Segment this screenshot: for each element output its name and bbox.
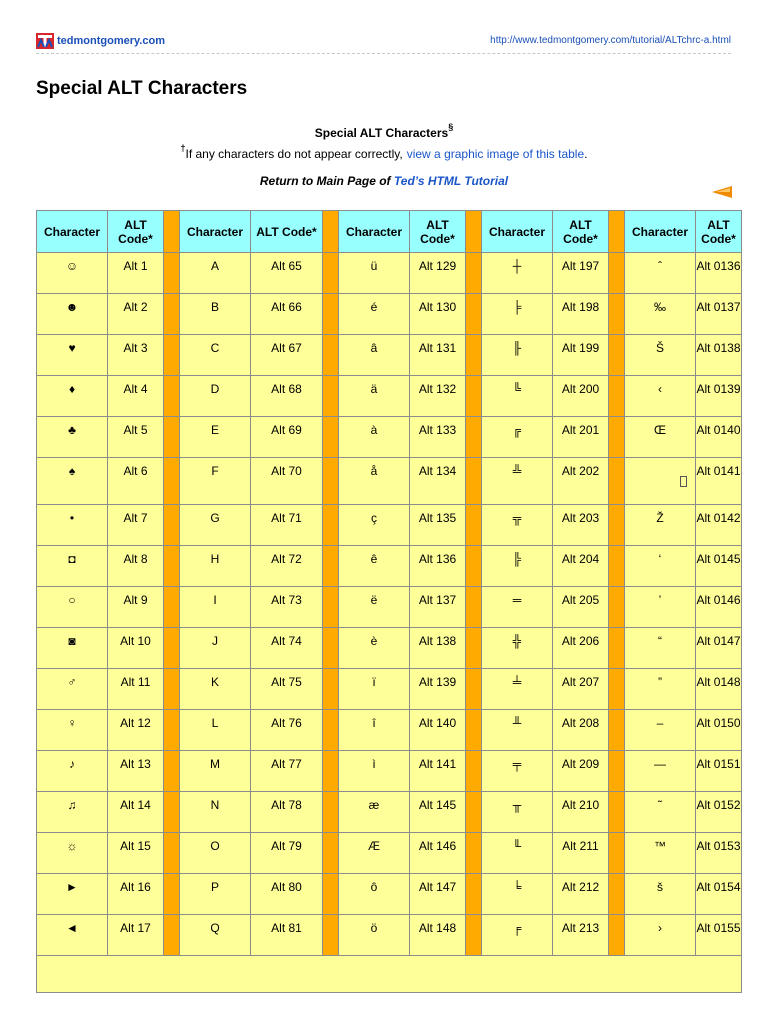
column-separator [323, 751, 339, 792]
character-cell: ☺ [37, 253, 108, 294]
table-row [37, 628, 742, 669]
character-cell: ♂ [37, 669, 108, 710]
character-cell: M [180, 751, 251, 792]
column-separator [323, 335, 339, 376]
alt-code-cell: Alt 208 [553, 710, 609, 751]
alt-code-cell: Alt 204 [553, 546, 609, 587]
column-separator [609, 458, 625, 505]
section-mark: § [448, 122, 454, 132]
character-cell: ä [339, 376, 410, 417]
table-row [37, 335, 742, 376]
character-cell: • [37, 505, 108, 546]
alt-code-cell: Alt 74 [251, 628, 323, 669]
column-separator [164, 417, 180, 458]
alt-code-cell: Alt 81 [251, 915, 323, 956]
column-separator [466, 751, 482, 792]
column-separator [466, 294, 482, 335]
character-cell: ë [339, 587, 410, 628]
alt-code-cell: Alt 213 [553, 915, 609, 956]
header-divider [36, 53, 731, 54]
column-separator [466, 710, 482, 751]
column-header-alt-code: ALT Code* [553, 211, 609, 253]
alt-code-cell: Alt 209 [553, 751, 609, 792]
alt-code-cell: Alt 206 [553, 628, 609, 669]
character-cell: ♥ [37, 335, 108, 376]
alt-code-cell: Alt 67 [251, 335, 323, 376]
alt-code-cell: Alt 4 [108, 376, 164, 417]
character-cell: ô [339, 874, 410, 915]
character-cell: à [339, 417, 410, 458]
character-cell: ╬ [482, 628, 553, 669]
character-cell: ’ [625, 587, 696, 628]
character-cell: ╨ [482, 710, 553, 751]
table-caption-text: Special ALT Characters [314, 126, 449, 140]
column-separator [466, 458, 482, 505]
dagger-mark: † [180, 143, 186, 153]
alt-code-cell: Alt 203 [553, 505, 609, 546]
alt-code-cell: Alt 0152 [696, 792, 742, 833]
alt-code-cell: Alt 137 [410, 587, 466, 628]
character-cell: ◄ [37, 915, 108, 956]
character-cell: Q [180, 915, 251, 956]
alt-code-cell: Alt 0141 [696, 458, 742, 505]
table-row [37, 587, 742, 628]
column-separator [466, 505, 482, 546]
alt-code-cell: Alt 6 [108, 458, 164, 505]
column-separator [323, 376, 339, 417]
table-row [37, 669, 742, 710]
alt-code-cell: Alt 77 [251, 751, 323, 792]
alt-code-cell: Alt 201 [553, 417, 609, 458]
alt-code-cell: Alt 68 [251, 376, 323, 417]
alt-code-cell: Alt 0147 [696, 628, 742, 669]
character-cell: ” [625, 669, 696, 710]
graphic-image-link[interactable]: view a graphic image of this table [406, 147, 585, 161]
character-cell: ♪ [37, 751, 108, 792]
column-header-alt-code: ALT Code* [251, 211, 323, 253]
character-cell: ╤ [482, 751, 553, 792]
character-cell: D [180, 376, 251, 417]
character-cell: ╠ [482, 546, 553, 587]
column-separator [609, 211, 625, 253]
character-cell: ┼ [482, 253, 553, 294]
table-row [37, 792, 742, 833]
column-separator [466, 874, 482, 915]
character-cell: E [180, 417, 251, 458]
alt-code-cell: Alt 80 [251, 874, 323, 915]
column-separator [466, 587, 482, 628]
column-separator [323, 253, 339, 294]
character-cell: “ [625, 628, 696, 669]
column-separator [609, 874, 625, 915]
alt-code-cell: Alt 70 [251, 458, 323, 505]
alt-code-cell: Alt 207 [553, 669, 609, 710]
column-separator [164, 335, 180, 376]
character-cell: ™ [625, 833, 696, 874]
alt-code-cell: Alt 146 [410, 833, 466, 874]
character-cell: – [625, 710, 696, 751]
alt-code-cell: Alt 131 [410, 335, 466, 376]
alt-code-cell: Alt 210 [553, 792, 609, 833]
back-arrow-icon[interactable] [712, 186, 732, 198]
column-separator [323, 458, 339, 505]
character-cell: › [625, 915, 696, 956]
column-header-character: Character [482, 211, 553, 253]
column-separator [164, 915, 180, 956]
character-cell: ì [339, 751, 410, 792]
character-cell: ♦ [37, 376, 108, 417]
alt-code-cell: Alt 1 [108, 253, 164, 294]
alt-code-cell: Alt 72 [251, 546, 323, 587]
column-separator [609, 710, 625, 751]
character-cell: ╔ [482, 417, 553, 458]
table-row [37, 505, 742, 546]
alt-code-cell: Alt 130 [410, 294, 466, 335]
table-row [37, 874, 742, 915]
column-separator [323, 628, 339, 669]
character-cell: ‰ [625, 294, 696, 335]
alt-code-cell: Alt 73 [251, 587, 323, 628]
character-cell: C [180, 335, 251, 376]
alt-code-cell: Alt 76 [251, 710, 323, 751]
column-separator [609, 376, 625, 417]
column-header-alt-code: ALT Code* [410, 211, 466, 253]
column-separator [609, 294, 625, 335]
alt-code-cell: Alt 147 [410, 874, 466, 915]
character-cell: ‘ [625, 546, 696, 587]
table-row [37, 546, 742, 587]
alt-code-cell: Alt 14 [108, 792, 164, 833]
table-filler-row [37, 956, 742, 993]
column-separator [466, 253, 482, 294]
column-separator [609, 335, 625, 376]
table-row [37, 833, 742, 874]
alt-code-cell: Alt 0140 [696, 417, 742, 458]
alt-code-cell: Alt 78 [251, 792, 323, 833]
column-separator [164, 751, 180, 792]
alt-code-cell: Alt 148 [410, 915, 466, 956]
character-cell: H [180, 546, 251, 587]
column-header-character: Character [180, 211, 251, 253]
character-cell: ♣ [37, 417, 108, 458]
table-caption [0, 124, 768, 140]
character-cell: ╒ [482, 915, 553, 956]
alt-code-cell: Alt 2 [108, 294, 164, 335]
column-separator [323, 505, 339, 546]
column-separator [323, 417, 339, 458]
table-filler-cell [37, 956, 742, 993]
alt-code-cell: Alt 15 [108, 833, 164, 874]
character-cell: Æ [339, 833, 410, 874]
character-cell: ü [339, 253, 410, 294]
column-header-character: Character [625, 211, 696, 253]
column-separator [466, 833, 482, 874]
alt-code-cell: Alt 205 [553, 587, 609, 628]
character-cell: ♠ [37, 458, 108, 505]
alt-code-cell: Alt 197 [553, 253, 609, 294]
alt-code-cell: Alt 129 [410, 253, 466, 294]
column-header-alt-code: ALT Code* [696, 211, 742, 253]
character-cell: ☼ [37, 833, 108, 874]
character-cell: P [180, 874, 251, 915]
alt-code-cell: Alt 65 [251, 253, 323, 294]
alt-code-cell: Alt 134 [410, 458, 466, 505]
character-cell: ╘ [482, 874, 553, 915]
column-separator [609, 546, 625, 587]
alt-code-cell: Alt 132 [410, 376, 466, 417]
alt-code-cell: Alt 202 [553, 458, 609, 505]
character-cell: A [180, 253, 251, 294]
column-separator [164, 587, 180, 628]
column-separator [164, 792, 180, 833]
character-cell [625, 458, 696, 505]
alt-code-cell: Alt 212 [553, 874, 609, 915]
character-cell: é [339, 294, 410, 335]
alt-code-cell: Alt 17 [108, 915, 164, 956]
column-separator [466, 792, 482, 833]
column-separator [164, 294, 180, 335]
alt-characters-table [36, 210, 742, 993]
character-cell: K [180, 669, 251, 710]
column-separator [609, 505, 625, 546]
table-row [37, 458, 742, 505]
column-separator [609, 417, 625, 458]
character-cell: ╧ [482, 669, 553, 710]
alt-code-cell: Alt 139 [410, 669, 466, 710]
alt-code-cell: Alt 198 [553, 294, 609, 335]
character-cell: ç [339, 505, 410, 546]
column-separator [466, 211, 482, 253]
alt-code-cell: Alt 0153 [696, 833, 742, 874]
column-separator [466, 628, 482, 669]
alt-code-cell: Alt 199 [553, 335, 609, 376]
alt-code-cell: Alt 145 [410, 792, 466, 833]
return-prefix: Return to Main Page of [259, 174, 394, 188]
character-cell: ê [339, 546, 410, 587]
column-separator [609, 833, 625, 874]
character-cell: ╟ [482, 335, 553, 376]
character-cell: Ž [625, 505, 696, 546]
alt-code-cell: Alt 7 [108, 505, 164, 546]
character-cell: ╞ [482, 294, 553, 335]
return-line [0, 174, 768, 188]
character-cell: Œ [625, 417, 696, 458]
display-note [0, 145, 768, 161]
missing-glyph-icon [680, 476, 687, 487]
column-header-character: Character [339, 211, 410, 253]
character-cell: B [180, 294, 251, 335]
character-cell: ◘ [37, 546, 108, 587]
column-separator [466, 417, 482, 458]
alt-code-cell: Alt 79 [251, 833, 323, 874]
character-cell: Š [625, 335, 696, 376]
alt-code-cell: Alt 9 [108, 587, 164, 628]
alt-code-cell: Alt 0145 [696, 546, 742, 587]
alt-code-cell: Alt 0155 [696, 915, 742, 956]
character-cell: L [180, 710, 251, 751]
character-cell: ► [37, 874, 108, 915]
character-cell: ï [339, 669, 410, 710]
alt-code-cell: Alt 0136 [696, 253, 742, 294]
alt-code-cell: Alt 0154 [696, 874, 742, 915]
column-separator [164, 669, 180, 710]
alt-code-cell: Alt 5 [108, 417, 164, 458]
alt-code-cell: Alt 0137 [696, 294, 742, 335]
column-separator [323, 669, 339, 710]
column-separator [466, 376, 482, 417]
character-cell: ♀ [37, 710, 108, 751]
table-row [37, 253, 742, 294]
character-cell: æ [339, 792, 410, 833]
site-header [36, 33, 731, 53]
column-separator [466, 335, 482, 376]
column-separator [323, 546, 339, 587]
character-cell: ╩ [482, 458, 553, 505]
column-separator [164, 710, 180, 751]
column-separator [164, 546, 180, 587]
alt-code-cell: Alt 133 [410, 417, 466, 458]
character-cell: š [625, 874, 696, 915]
column-separator [609, 628, 625, 669]
column-separator [323, 915, 339, 956]
site-name-link[interactable]: tedmontgomery.com [57, 35, 165, 47]
alt-code-cell: Alt 69 [251, 417, 323, 458]
column-separator [323, 294, 339, 335]
character-cell: â [339, 335, 410, 376]
alt-code-cell: Alt 200 [553, 376, 609, 417]
character-cell: ╥ [482, 792, 553, 833]
table-header-row [37, 211, 742, 253]
table-row [37, 376, 742, 417]
alt-code-cell: Alt 0150 [696, 710, 742, 751]
column-separator [609, 751, 625, 792]
character-cell: ☻ [37, 294, 108, 335]
character-cell: I [180, 587, 251, 628]
column-separator [164, 833, 180, 874]
character-cell: ♫ [37, 792, 108, 833]
alt-code-cell: Alt 13 [108, 751, 164, 792]
column-separator [164, 253, 180, 294]
character-cell: N [180, 792, 251, 833]
display-note-text: If any characters do not appear correctly, [185, 147, 403, 161]
column-separator [323, 587, 339, 628]
column-separator [323, 874, 339, 915]
page-url-link[interactable]: http://www.tedmontgomery.com/tutorial/ALTchrc-a.html [490, 35, 731, 46]
character-cell: ◙ [37, 628, 108, 669]
alt-code-cell: Alt 10 [108, 628, 164, 669]
character-cell: ╦ [482, 505, 553, 546]
column-separator [609, 915, 625, 956]
table-row [37, 751, 742, 792]
column-separator [164, 505, 180, 546]
column-separator [466, 915, 482, 956]
column-separator [466, 546, 482, 587]
column-separator [323, 833, 339, 874]
table-row [37, 294, 742, 335]
alt-code-cell: Alt 138 [410, 628, 466, 669]
column-separator [466, 669, 482, 710]
column-separator [323, 792, 339, 833]
character-cell: ˆ [625, 253, 696, 294]
alt-code-cell: Alt 135 [410, 505, 466, 546]
alt-code-cell: Alt 71 [251, 505, 323, 546]
alt-code-cell: Alt 136 [410, 546, 466, 587]
alt-code-cell: Alt 140 [410, 710, 466, 751]
column-separator [323, 710, 339, 751]
column-separator [323, 211, 339, 253]
tutorial-link[interactable]: Ted’s HTML Tutorial [393, 174, 509, 188]
column-separator [609, 587, 625, 628]
character-cell: å [339, 458, 410, 505]
alt-code-cell: Alt 0148 [696, 669, 742, 710]
character-cell: ╙ [482, 833, 553, 874]
tm-logo-icon[interactable] [36, 33, 54, 49]
alt-code-cell: Alt 3 [108, 335, 164, 376]
character-cell: O [180, 833, 251, 874]
column-separator [164, 628, 180, 669]
character-cell: — [625, 751, 696, 792]
page-title: Special ALT Characters [36, 78, 248, 99]
alt-code-cell: Alt 211 [553, 833, 609, 874]
table-row [37, 915, 742, 956]
character-cell: î [339, 710, 410, 751]
alt-code-cell: Alt 75 [251, 669, 323, 710]
character-cell: ö [339, 915, 410, 956]
column-separator [609, 669, 625, 710]
alt-code-cell: Alt 0138 [696, 335, 742, 376]
character-cell: è [339, 628, 410, 669]
alt-code-cell: Alt 0146 [696, 587, 742, 628]
alt-code-cell: Alt 11 [108, 669, 164, 710]
character-cell: ═ [482, 587, 553, 628]
alt-code-cell: Alt 0139 [696, 376, 742, 417]
character-cell: ‹ [625, 376, 696, 417]
column-separator [164, 458, 180, 505]
alt-code-cell: Alt 141 [410, 751, 466, 792]
alt-code-cell: Alt 12 [108, 710, 164, 751]
column-separator [609, 253, 625, 294]
alt-code-cell: Alt 0142 [696, 505, 742, 546]
display-note-end: . [584, 147, 588, 161]
column-separator [164, 874, 180, 915]
alt-code-cell: Alt 8 [108, 546, 164, 587]
column-header-alt-code: ALT Code* [108, 211, 164, 253]
column-separator [609, 792, 625, 833]
alt-code-cell: Alt 16 [108, 874, 164, 915]
character-cell: J [180, 628, 251, 669]
character-cell: ╚ [482, 376, 553, 417]
character-cell: G [180, 505, 251, 546]
alt-code-cell: Alt 66 [251, 294, 323, 335]
alt-code-cell: Alt 0151 [696, 751, 742, 792]
table-row [37, 710, 742, 751]
column-separator [164, 376, 180, 417]
character-cell: F [180, 458, 251, 505]
character-cell: ○ [37, 587, 108, 628]
column-header-character: Character [37, 211, 108, 253]
column-separator [164, 211, 180, 253]
character-cell: ˜ [625, 792, 696, 833]
table-row [37, 417, 742, 458]
